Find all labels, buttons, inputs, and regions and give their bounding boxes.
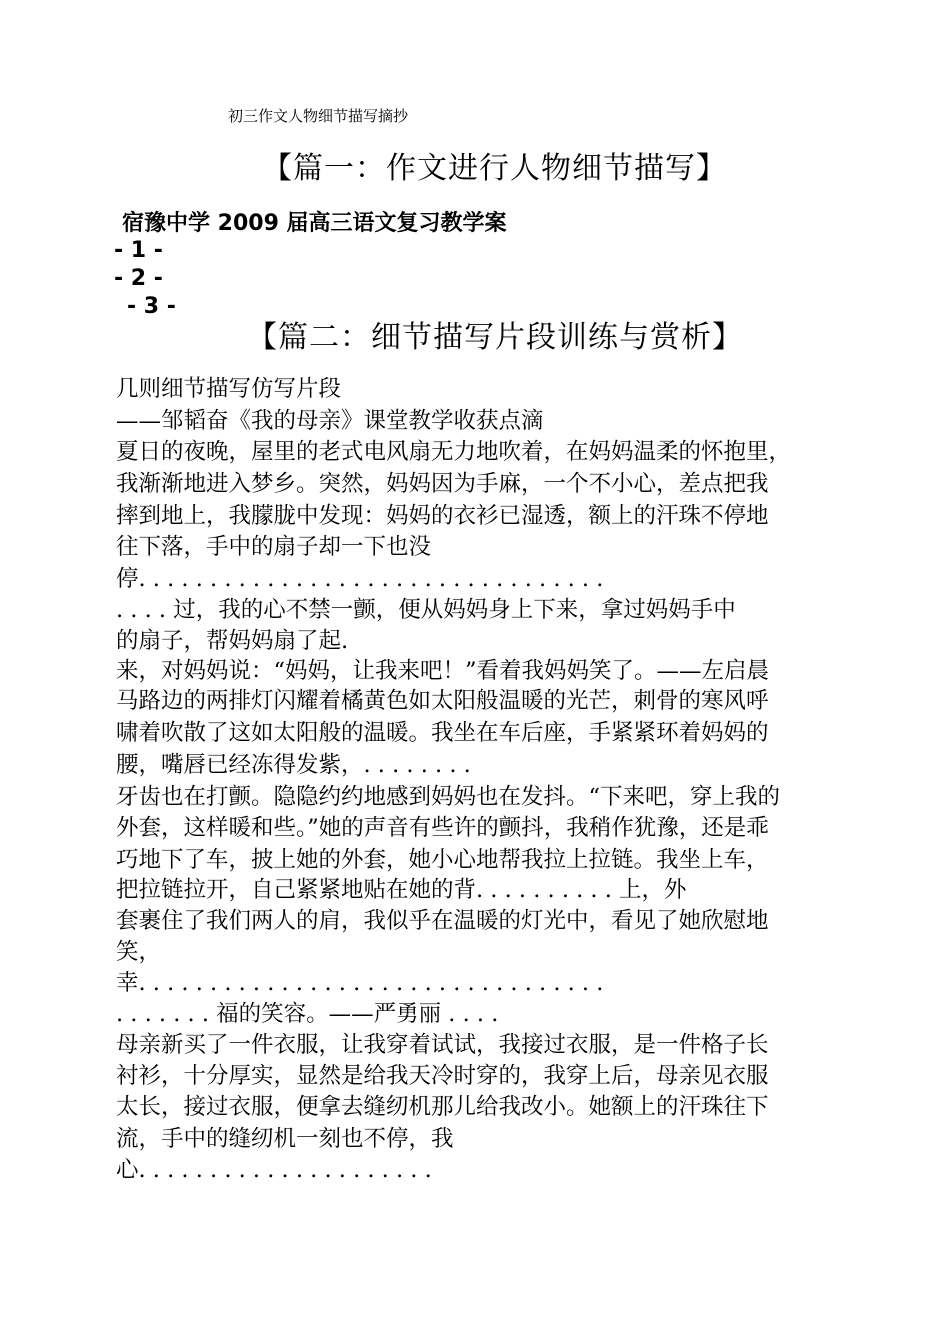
text-line: 笑， [116, 939, 162, 965]
text-line: 外套，这样暖和些。”她的声音有些许的颤抖，我稍作犹豫，还是乖 [116, 815, 769, 841]
text-line: 太长，接过衣服，便拿去缝纫机那儿给我改小。她额上的汗珠往下 [116, 1094, 769, 1120]
text-line: . . . . . . . 福的笑容。——严勇丽 . . . . [116, 1001, 499, 1027]
text-line: 幸. . . . . . . . . . . . . . . . . . . . . . . . . . . . . . . . . [116, 970, 604, 996]
page-number: - 1 - [114, 238, 163, 263]
text-line: 把拉链拉开，自己紧紧地贴在她的背. . . . . . . . . . 上，外 [116, 877, 687, 903]
page-number: - 2 - [114, 266, 163, 291]
text-line: 我渐渐地进入梦乡。突然，妈妈因为手麻，一个不小心，差点把我 [116, 471, 769, 497]
text-line: 母亲新买了一件衣服，让我穿着试试，我接过衣服，是一件格子长 [116, 1032, 769, 1058]
text-line: 牙齿也在打颤。隐隐约约地感到妈妈也在发抖。“下来吧，穿上我的 [116, 784, 781, 810]
text-line: 腰，嘴唇已经冻得发紫，. . . . . . . . [116, 752, 471, 778]
text-line: ——邹韬奋《我的母亲》课堂教学收获点滴 [116, 408, 544, 434]
text-line: 往下落，手中的扇子却一下也没 [116, 534, 432, 560]
school-line: 宿豫中学 2009 届高三语文复习教学案 [122, 211, 507, 236]
text-line: 来，对妈妈说：“妈妈，让我来吧！”看着我妈妈笑了。——左启晨 [116, 658, 770, 684]
text-line: 摔到地上，我朦胧中发现：妈妈的衣衫已湿透，额上的汗珠不停地 [116, 503, 769, 529]
text-line: 衬衫，十分厚实，显然是给我天冷时穿的，我穿上后，母亲见衣服 [116, 1063, 769, 1089]
text-line: 夏日的夜晚，屋里的老式电风扇无力地吹着，在妈妈温柔的怀抱里， [116, 439, 792, 465]
section-title: 【篇一：作文进行人物细节描写】 [262, 151, 727, 186]
text-line: . . . . 过，我的心不禁一颤，便从妈妈身上下来，拿过妈妈手中 [116, 597, 736, 623]
text-line: 流，手中的缝纫机一刻也不停，我 [116, 1126, 454, 1152]
text-line: 巧地下了车，披上她的外套，她小心地帮我拉上拉链。我坐上车， [116, 847, 769, 873]
page-number: - 3 - [127, 294, 176, 319]
section-title: 【篇二：细节描写片段训练与赏析】 [247, 320, 743, 355]
text-line: 停. . . . . . . . . . . . . . . . . . . . . . . . . . . . . . . . . [116, 566, 604, 592]
header-note: 初三作文人物细节描写摘抄 [228, 107, 409, 125]
text-line: 心. . . . . . . . . . . . . . . . . . . . . [116, 1157, 432, 1183]
text-line: 的扇子，帮妈妈扇了起. [116, 628, 349, 654]
text-line: 几则细节描写仿写片段 [116, 376, 342, 402]
text-line: 马路边的两排灯闪耀着橘黄色如太阳般温暖的光芒，刺骨的寒风呼 [116, 688, 769, 714]
text-line: 啸着吹散了这如太阳般的温暖。我坐在车后座，手紧紧环着妈妈的 [116, 720, 769, 746]
text-line: 套裹住了我们两人的肩，我似乎在温暖的灯光中，看见了她欣慰地 [116, 908, 769, 934]
